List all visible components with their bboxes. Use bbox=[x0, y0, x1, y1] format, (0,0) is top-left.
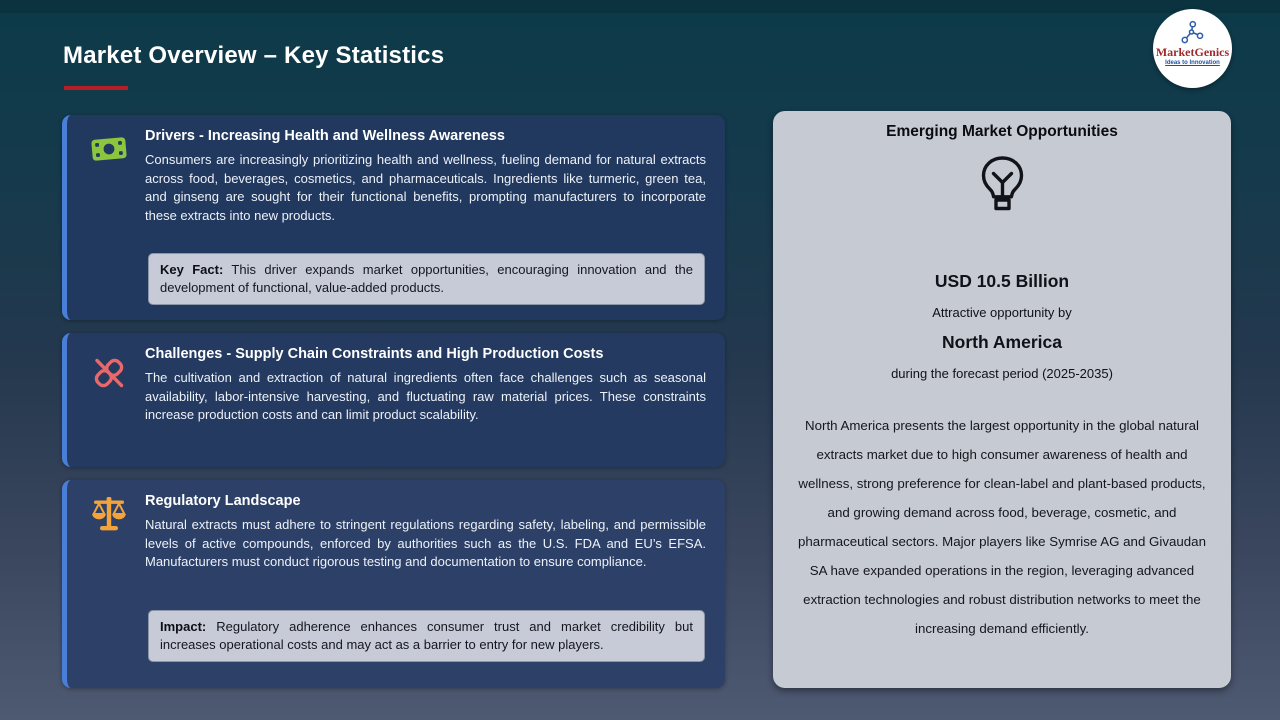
challenges-card-body: The cultivation and extraction of natural ingredients often face challenges such as seasonal availability, labor-intensive harvesting, and fluctuating raw material prices. These constraints increase production costs and can limit product scalability. bbox=[145, 370, 706, 423]
impact-text: Regulatory adherence enhances consumer trust and market credibility but increases operational costs and may act as a barrier to entry for new players. bbox=[160, 619, 693, 653]
opportunity-value-caption: Attractive opportunity by bbox=[932, 305, 1072, 320]
opportunity-panel bbox=[773, 111, 1231, 688]
opportunity-period-caption: during the forecast period (2025-2035) bbox=[891, 366, 1113, 381]
key-fact-box bbox=[148, 253, 705, 305]
opportunity-description: North America presents the largest opportunity in the global natural extracts market due to high consumer awareness of health and wellness, strong preference for clean-label and plant-based products, and growing demand across food, beverage, cosmetic, and pharmaceutical sectors. Major players like Symrise AG and Givaudan SA have expanded operations in the region, leveraging advanced extraction technologies and robust distribution networks to meet the increasing demand efficiently. bbox=[798, 418, 1206, 636]
page-title: Market Overview – Key Statistics bbox=[63, 42, 445, 69]
regulatory-card bbox=[62, 480, 725, 688]
drivers-card-body: Consumers are increasingly prioritizing health and wellness, fueling demand for natural extracts across food, beverages, cosmetics, and pharmaceuticals. Ingredients like turmeric, green tea, and ginseng are sought for their functional benefits, prompting manufacturers to incorporate these extracts into new products. bbox=[145, 152, 706, 223]
opportunity-value: USD 10.5 Billion bbox=[934, 271, 1070, 291]
banknote-icon bbox=[90, 130, 128, 168]
regulatory-card-body: Natural extracts must adhere to stringent regulations regarding safety, labeling, and permissible levels of active compounds, enforced by authorities such as the U.S. FDA and EU’s EFSA. Manufacturers must conduct rigorous testing and documentation to ensure compliance. bbox=[145, 517, 706, 570]
scales-icon bbox=[90, 495, 128, 533]
opportunity-region: North America bbox=[942, 332, 1062, 352]
challenges-card bbox=[62, 333, 725, 467]
drivers-card bbox=[62, 115, 725, 320]
key-fact-text: This driver expands market opportunities, encouraging innovation and the development of functional, value-added products. bbox=[160, 262, 693, 296]
impact-box bbox=[148, 610, 705, 662]
broken-link-icon bbox=[90, 354, 128, 392]
molecule-icon bbox=[1179, 19, 1206, 45]
lightbulb-icon bbox=[979, 155, 1026, 213]
top-strip bbox=[0, 0, 1280, 13]
logo-brand-text: MarketGenics bbox=[1155, 45, 1230, 59]
opportunity-panel-title: Emerging Market Opportunities bbox=[886, 123, 1118, 140]
regulatory-card-title: Regulatory Landscape bbox=[145, 493, 301, 509]
challenges-card-title: Challenges - Supply Chain Constraints and High Production Costs bbox=[145, 346, 604, 362]
key-fact-label: Key Fact: bbox=[160, 262, 224, 277]
title-underline bbox=[64, 86, 128, 90]
logo-tagline-text: Ideas to Innovation bbox=[1165, 60, 1220, 67]
drivers-card-title: Drivers - Increasing Health and Wellness Awareness bbox=[145, 128, 505, 144]
impact-label: Impact: bbox=[160, 619, 207, 634]
logo bbox=[1153, 9, 1232, 88]
